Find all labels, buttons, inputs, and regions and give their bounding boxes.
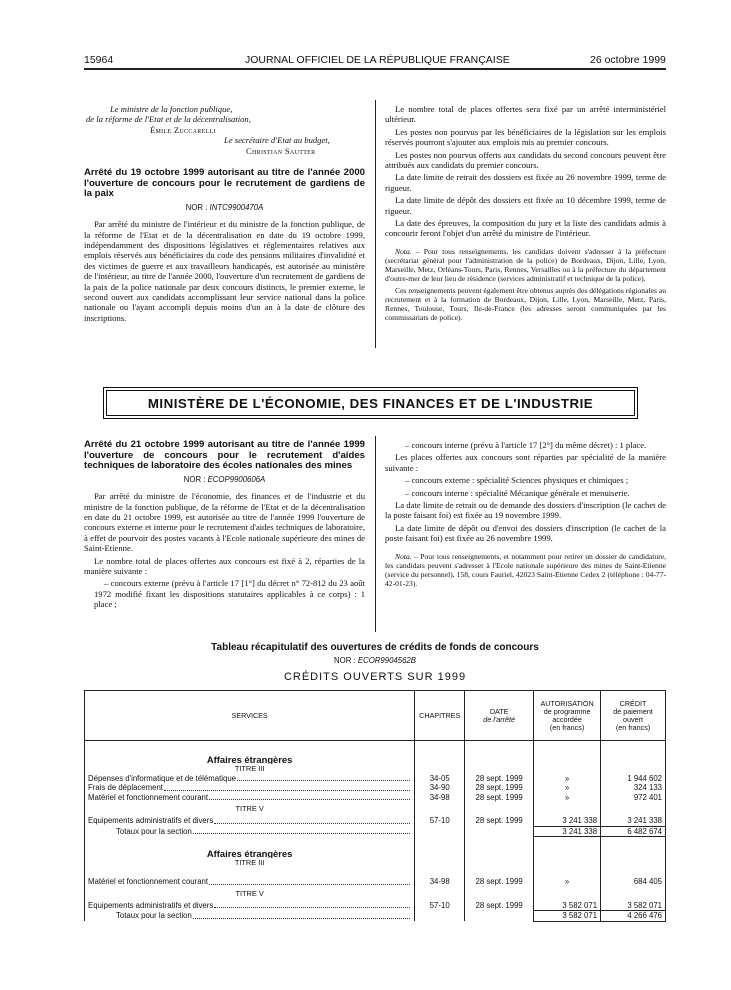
col-header-credit — [601, 691, 666, 741]
table-row — [85, 901, 666, 911]
row-credit: 1 944 602 — [601, 774, 666, 784]
header-line: CRÉDIT — [619, 698, 647, 708]
table-row — [85, 774, 666, 784]
note-text: – Pour tous renseignements, et notamment pour retirer un dossier de candidature, les candidats peuvent s'adresser à l'Ecole nationale supérieure des mines de Saint-Etienne (service du personnel), 158, cours Fauriel, 42023 Saint-Etienne Cedex 2 (téléphone : 04-77-42-01-23). — [385, 551, 666, 589]
note-label: Nota. — [395, 246, 412, 256]
nor-2 — [84, 475, 365, 485]
signatory-1-name: Émile Zuccarelli — [150, 124, 216, 135]
note-label: Nota. — [395, 551, 412, 561]
header-line: (en francs) — [549, 722, 585, 732]
row-autorisation: » — [534, 774, 601, 784]
table-row — [85, 816, 666, 826]
row-credit: 972 401 — [601, 793, 666, 803]
column-divider-top — [375, 100, 376, 348]
row-chapitre: 57-10 — [415, 816, 465, 826]
paragraph: La date limite de retrait ou de demande des dossiers d'inscription (le cachet de la poste faisant foi) est fixée au 19 novembre 1999. — [385, 500, 666, 521]
row-date: 28 sept. 1999 — [465, 793, 534, 803]
ministry-banner: MINISTÈRE DE L'ÉCONOMIE, DES FINANCES ET DE L'INDUSTRIE — [106, 390, 635, 416]
page-number: 15964 — [84, 54, 114, 66]
header-line: de paiement — [613, 706, 653, 716]
total-row — [85, 911, 666, 922]
paragraph: La date limite de dépôt ou d'envoi des dossiers d'inscription (le cachet de la poste faisant foi) est fixée au 26 novembre 1999. — [385, 522, 666, 544]
list-item: – concours interne (prévu à l'article 17 [2°] du même décret) : 1 place. — [405, 440, 647, 450]
total-autorisation: 3 241 338 — [534, 826, 601, 837]
left-top-column — [84, 104, 365, 325]
paragraph: Les places offertes aux concours sont réparties par spécialité de la manière suivante : — [385, 452, 666, 473]
titre-label: TITRE V — [85, 887, 415, 901]
paragraph: La date limite de dépôt des dossiers est fixée au 10 décembre 1999, terme de rigueur. — [385, 195, 666, 216]
row-label: Frais de déplacement — [88, 783, 163, 792]
total-label: Totaux pour la section — [116, 826, 192, 836]
nor-code: ECOP9900606A — [207, 474, 266, 484]
col-header-date — [465, 691, 534, 741]
signatory-1-line-1: Le ministre de la fonction publique, — [110, 104, 233, 114]
total-autorisation: 3 582 071 — [534, 911, 601, 922]
row-date: 28 sept. 1999 — [465, 783, 534, 793]
nor-code: ECOR9904562B — [357, 656, 416, 665]
paragraph: La date des épreuves, la composition du jury et la liste des candidats admis à concourir feront l'objet d'un arrêté du ministre de l'intérieur. — [385, 218, 666, 239]
spacer-row — [85, 837, 666, 849]
table-header-row — [85, 691, 666, 741]
recap-table — [84, 690, 666, 922]
row-date: 28 sept. 1999 — [465, 901, 534, 911]
section-title-row — [85, 849, 666, 859]
row-autorisation: » — [534, 877, 601, 887]
paragraph: La date limite de retrait des dossiers est fixée au 26 novembre 1999, terme de rigueur. — [385, 172, 666, 193]
section-title: Affaires étrangères — [85, 755, 415, 765]
section-title: Affaires étrangères — [85, 849, 415, 859]
list-item: – concours interne : spécialité Mécanique générale et menuiserie. — [405, 487, 630, 498]
row-chapitre: 34-90 — [415, 783, 465, 793]
recap-nor — [84, 656, 666, 665]
titre-row — [85, 858, 666, 868]
titre-label: TITRE III — [85, 764, 415, 774]
recap-title: Tableau récapitulatif des ouvertures de crédits de fonds de concours — [211, 642, 539, 653]
total-credit: 4 266 476 — [601, 911, 666, 922]
header-line: (en francs) — [615, 722, 651, 732]
column-divider-mid — [375, 436, 376, 632]
nor-1 — [84, 203, 365, 213]
paragraph: Le nombre total de places offertes aux concours est fixé à 2, réparties de la manière suivante : — [84, 555, 365, 577]
header-line: AUTORISATION — [540, 698, 594, 708]
arrete-title-2: Arrêté du 21 octobre 1999 autorisant au titre de l'année 1999 l'ouverture de concours pour le recrutement d'aides techniques de laboratoire des écoles nationales des mines — [84, 439, 365, 472]
arrete-title-1: Arrêté du 19 octobre 1999 autorisant au titre de l'année 2000 l'ouverture de concours pour le recrutement de gardiens de la paix — [84, 167, 365, 200]
signatory-2-line-1: Le secrétaire d'Etat au budget, — [224, 135, 330, 146]
titre-label: TITRE V — [85, 802, 415, 816]
note-3 — [385, 552, 666, 589]
recap-subtitle: CRÉDITS OUVERTS SUR 1999 — [283, 671, 467, 683]
row-autorisation: 3 582 071 — [534, 901, 601, 911]
total-label: Totaux pour la section — [116, 911, 192, 920]
row-label: Matériel et fonctionnement courant — [88, 792, 209, 802]
right-mid-column — [385, 440, 666, 590]
row-date: 28 sept. 1999 — [465, 816, 534, 826]
row-chapitre: 34-98 — [415, 793, 465, 803]
header-line: de programme — [543, 706, 591, 716]
total-row — [85, 826, 666, 837]
nor-label: NOR : — [183, 474, 206, 484]
table-row — [85, 783, 666, 793]
section-title-row — [85, 755, 666, 765]
left-mid-column — [84, 440, 365, 612]
note-1 — [385, 247, 666, 284]
row-label: Matériel et fonctionnement courant — [88, 877, 209, 886]
titre-row — [85, 802, 666, 816]
row-date: 28 sept. 1999 — [465, 877, 534, 887]
header-line: de l'arrêté — [483, 714, 516, 724]
paragraph: Par arrêté du ministre de l'économie, des finances et de l'industrie et du ministre de la fonction publique, de la réforme de l'Etat et de la décentralisation en date du 21 octobre 1999, est autorisée au titre de l'année 1999 l'ouverture de concours externe et interne pour le recrutement d'aides techniques de laboratoire, à effet de pourvoir des postes vacants à l'Ecole nationale supérieure des mines de Saint-Etienne. — [84, 491, 365, 554]
nor-label: NOR : — [185, 202, 208, 212]
col-header-autorisation — [534, 691, 601, 741]
paragraph: Les postes non pourvus par les bénéficiaires de la législation sur les emplois réservés pourront s'ajouter aux emplois mis au premier concours. — [385, 126, 666, 148]
issue-date: 26 octobre 1999 — [590, 54, 666, 66]
table-row — [85, 793, 666, 803]
spacer-row — [85, 868, 666, 878]
col-header-services: SERVICES — [85, 691, 415, 741]
row-label: Dépenses d'informatique et de télématique — [88, 773, 236, 783]
col-header-chapitres: CHAPITRES — [415, 691, 465, 741]
row-autorisation: 3 241 338 — [534, 816, 601, 826]
row-chapitre: 57-10 — [415, 901, 465, 911]
row-chapitre: 34-98 — [415, 877, 465, 887]
row-date: 28 sept. 1999 — [465, 774, 534, 784]
paragraph: Les postes non pourvus offerts aux candidats du second concours peuvent être attribués aux candidats du premier concours. — [385, 149, 666, 171]
row-label: Equipements administratifs et divers — [88, 900, 214, 910]
nor-label: NOR : — [334, 656, 356, 665]
arrete-1-body: Par arrêté du ministre de l'intérieur et du ministre de la fonction publique, de la réforme de l'Etat et de la décentralisation en date du 19 octobre 1999, indépendamment des dispositions législatives et réglementaires relatives aux emplois réservés aux bénéficiaires du code des pensions militaires d'invalidité et des victimes de guerre et aux travailleurs handicapés, est autorisée au ministère de l'intérieur, au titre de l'année 2000, l'ouverture d'un recrutement de gardiens de la paix de la police nationale par deux concours distincts, le premier externe, le second ouvert aux candidats accomplissant leur service national dans la police nationale ou l'ayant accompli depuis moins d'un an à la date de clôture des inscriptions. — [84, 219, 365, 323]
row-label: Equipements administratifs et divers — [88, 816, 214, 826]
header-rule — [84, 68, 666, 70]
row-credit: 324 133 — [601, 783, 666, 793]
row-autorisation: » — [534, 783, 601, 793]
paragraph: Le nombre total de places offertes sera fixé par un arrêté interministériel ultérieur. — [385, 104, 666, 125]
titre-row — [85, 887, 666, 901]
row-credit: 3 582 071 — [601, 901, 666, 911]
note-text: – Pour tous renseignements, les candidats doivent s'adresser à la préfecture (secrétariat général pour l'administration de la police) de Bordeaux, Dijon, Lille, Lyon, Marseille, Metz, Orléans-Tours, Paris, Rennes, Versailles ou à la préfecture du département d'outre-mer de leur lieu de résidence (services administratif et technique de la police). — [385, 246, 666, 284]
row-chapitre: 34-05 — [415, 774, 465, 784]
nor-code: INTC9900470A — [209, 202, 264, 212]
header-line: DATE — [489, 706, 509, 716]
table-row — [85, 877, 666, 887]
note-2: Ces renseignements peuvent également être obtenus auprès des délégations régionales au recrutement et à la formation de Bordeaux, Dijon, Lille, Lyon, Marseille, Metz, Paris, Rennes, Toulouse, Tours, Ile-de-France (les adresses seront communiquées par les commissariats de police). — [385, 285, 666, 323]
list-item: – concours externe (prévu à l'article 17 [1°] du décret n° 72-812 du 23 août 1972 modifié fixant les dispositions statutaires applicables à ce corps) : 1 place ; — [94, 578, 365, 610]
signatory-1-line-2: de la réforme de l'Etat et de la décentralisation, — [86, 114, 251, 125]
journal-title: JOURNAL OFFICIEL DE LA RÉPUBLIQUE FRANÇAISE — [245, 54, 510, 66]
row-autorisation: » — [534, 793, 601, 803]
row-credit: 684 405 — [601, 877, 666, 887]
spacer-row — [85, 741, 666, 755]
titre-label: TITRE III — [85, 858, 415, 868]
header-line: accordée — [552, 714, 582, 724]
right-top-column — [385, 104, 666, 325]
titre-row — [85, 764, 666, 774]
row-credit: 3 241 338 — [601, 816, 666, 826]
total-credit: 6 482 674 — [601, 826, 666, 837]
list-item: – concours externe : spécialité Sciences physiques et chimiques ; — [405, 475, 629, 486]
signatory-2-name: Christian Sautter — [246, 145, 316, 156]
header-line: ouvert — [623, 714, 644, 724]
